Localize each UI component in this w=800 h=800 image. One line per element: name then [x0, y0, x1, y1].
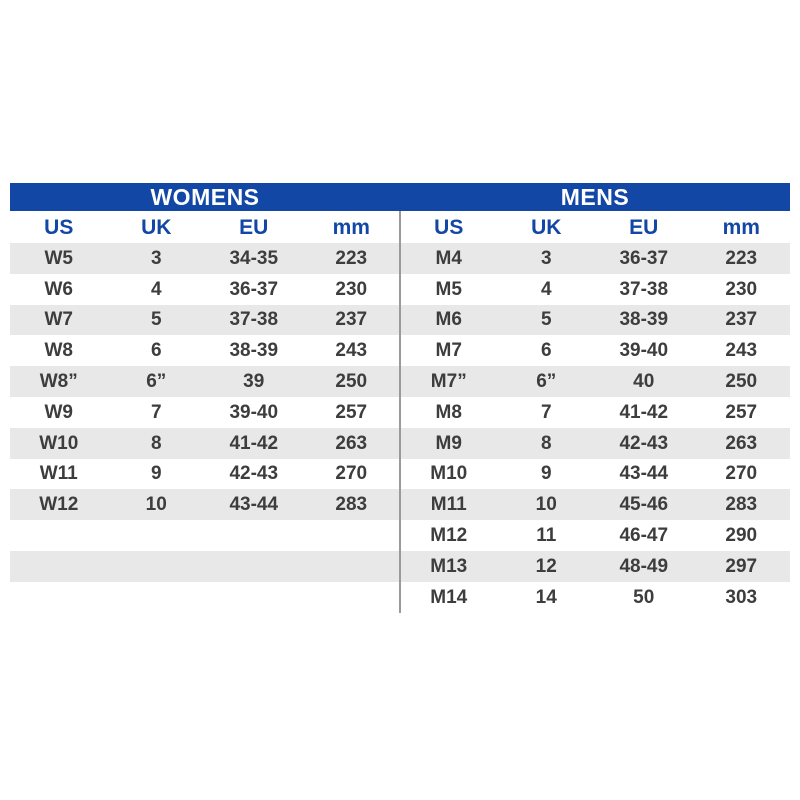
- size-row: [10, 243, 400, 274]
- size-cell: M7: [435, 340, 462, 362]
- size-cell: 43-44: [619, 463, 669, 485]
- size-cell: 4: [150, 278, 162, 300]
- size-cell: 4: [540, 278, 552, 300]
- size-cell: 257: [725, 401, 758, 423]
- size-cell: M8: [435, 401, 462, 423]
- size-chart-header-bar: [10, 183, 790, 211]
- size-cell: M7”: [430, 371, 467, 393]
- size-cell: 41-42: [619, 401, 669, 423]
- size-cell: M9: [435, 432, 462, 454]
- section-divider-line: [399, 211, 401, 613]
- empty-filler-row: [10, 551, 400, 582]
- size-cell: 283: [725, 494, 758, 516]
- size-cell: 39: [243, 371, 265, 393]
- size-cell: 5: [150, 309, 162, 331]
- size-cell: W8: [44, 340, 73, 362]
- size-cell: 250: [335, 371, 368, 393]
- size-cell: 7: [540, 401, 552, 423]
- size-cell: 38-39: [619, 309, 669, 331]
- size-cell: 46-47: [619, 525, 669, 547]
- size-chart: [10, 183, 790, 613]
- size-cell: 223: [335, 247, 368, 269]
- size-cell: 6”: [146, 371, 167, 393]
- womens-table: [10, 211, 400, 613]
- womens-section-title: WOMENS: [150, 183, 260, 210]
- size-cell: M13: [430, 555, 468, 577]
- size-cell: W5: [44, 247, 73, 269]
- size-cell: M5: [435, 278, 462, 300]
- size-cell: 36-37: [229, 278, 279, 300]
- size-row: [400, 489, 790, 520]
- size-row: [400, 582, 790, 613]
- size-cell: 40: [633, 371, 655, 393]
- size-row: [400, 305, 790, 336]
- size-cell: W9: [44, 401, 73, 423]
- size-row: [400, 428, 790, 459]
- size-cell: 6: [540, 340, 552, 362]
- size-cell: 48-49: [619, 555, 669, 577]
- size-cell: 37-38: [229, 309, 279, 331]
- size-cell: 34-35: [229, 247, 279, 269]
- mens-column-header-mm: mm: [722, 215, 760, 239]
- size-cell: 38-39: [229, 340, 279, 362]
- size-row: [400, 397, 790, 428]
- size-cell: 6: [150, 340, 162, 362]
- size-cell: M11: [430, 494, 467, 516]
- size-cell: 12: [535, 555, 557, 577]
- size-cell: 41-42: [229, 432, 279, 454]
- size-cell: M4: [435, 247, 462, 269]
- empty-filler-row: [10, 520, 400, 551]
- size-cell: M10: [430, 463, 468, 485]
- womens-column-header-eu: EU: [239, 215, 269, 239]
- size-cell: 230: [725, 278, 758, 300]
- size-cell: 3: [150, 247, 162, 269]
- size-cell: W11: [39, 463, 78, 485]
- size-cell: 8: [540, 432, 552, 454]
- size-row: [400, 366, 790, 397]
- womens-column-header-mm: mm: [332, 215, 370, 239]
- size-row: [10, 305, 400, 336]
- mens-table: [400, 211, 790, 613]
- empty-filler-row: [10, 582, 400, 613]
- size-row: [10, 397, 400, 428]
- size-cell: 36-37: [619, 247, 669, 269]
- size-cell: 290: [725, 525, 758, 547]
- size-row: [400, 520, 790, 551]
- size-cell: 270: [335, 463, 368, 485]
- mens-column-header-eu: EU: [629, 215, 659, 239]
- size-cell: M6: [435, 309, 462, 331]
- size-row: [10, 489, 400, 520]
- size-cell: 3: [540, 247, 552, 269]
- size-cell: M12: [430, 525, 468, 547]
- size-cell: W10: [39, 432, 79, 454]
- size-cell: 9: [540, 463, 552, 485]
- size-cell: 14: [535, 586, 557, 608]
- size-row: [400, 551, 790, 582]
- size-cell: 39-40: [229, 401, 279, 423]
- size-cell: 223: [725, 247, 758, 269]
- size-cell: 303: [725, 586, 758, 608]
- size-row: [10, 274, 400, 305]
- size-cell: 39-40: [619, 340, 669, 362]
- size-cell: 10: [535, 494, 557, 516]
- size-row: [10, 428, 400, 459]
- size-row: [400, 459, 790, 490]
- mens-column-header-uk: UK: [531, 215, 562, 239]
- size-row: [400, 274, 790, 305]
- size-cell: 297: [725, 555, 758, 577]
- size-cell: W12: [39, 494, 79, 516]
- size-cell: 7: [150, 401, 162, 423]
- size-row: [400, 335, 790, 366]
- mens-column-header-row: [400, 211, 790, 243]
- womens-column-header-uk: UK: [141, 215, 172, 239]
- mens-column-header-us: US: [434, 215, 464, 239]
- size-cell: 243: [725, 340, 758, 362]
- size-cell: 250: [725, 371, 758, 393]
- size-cell: 43-44: [229, 494, 279, 516]
- size-row: [10, 459, 400, 490]
- size-cell: W8”: [39, 371, 78, 393]
- size-cell: 5: [540, 309, 552, 331]
- size-cell: 283: [335, 494, 368, 516]
- size-row: [400, 243, 790, 274]
- size-cell: 45-46: [619, 494, 669, 516]
- size-cell: 270: [725, 463, 758, 485]
- size-row: [10, 366, 400, 397]
- size-cell: 10: [145, 494, 167, 516]
- size-cell: 237: [335, 309, 368, 331]
- womens-column-header-row: [10, 211, 400, 243]
- size-row: [10, 335, 400, 366]
- size-cell: 6”: [536, 371, 557, 393]
- size-cell: 9: [150, 463, 162, 485]
- mens-section-title: MENS: [560, 183, 630, 210]
- size-cell: W6: [44, 278, 73, 300]
- size-cell: W7: [44, 309, 73, 331]
- size-chart-body: [10, 211, 790, 613]
- size-cell: 257: [335, 401, 368, 423]
- size-cell: 42-43: [619, 432, 669, 454]
- size-cell: M14: [430, 586, 468, 608]
- size-cell: 42-43: [229, 463, 279, 485]
- size-cell: 37-38: [619, 278, 669, 300]
- size-cell: 263: [335, 432, 368, 454]
- womens-column-header-us: US: [44, 215, 74, 239]
- size-cell: 8: [150, 432, 162, 454]
- size-cell: 11: [536, 525, 557, 547]
- size-cell: 237: [725, 309, 758, 331]
- size-cell: 230: [335, 278, 368, 300]
- size-cell: 243: [335, 340, 368, 362]
- size-cell: 263: [725, 432, 758, 454]
- size-cell: 50: [633, 586, 655, 608]
